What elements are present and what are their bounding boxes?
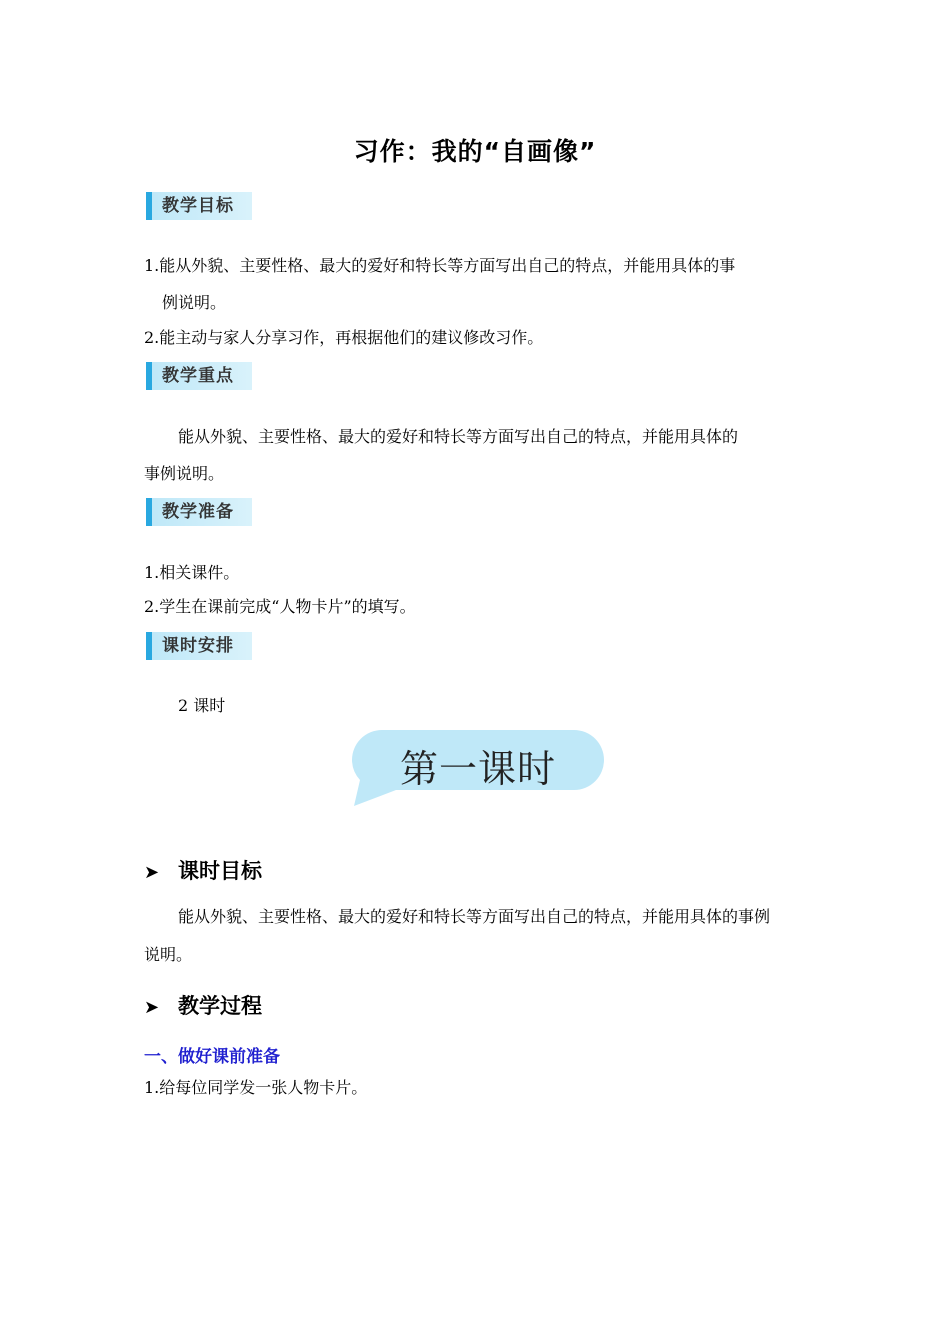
lesson-goal-heading-row [144, 855, 262, 885]
section-label-goals: 教学目标 [146, 192, 252, 220]
process-heading: 教学过程 [178, 994, 262, 1018]
goal-item-1: 1.能从外貌、主要性格、最大的爱好和特长等方面写出自己的特点，并能用具体的事 [144, 256, 736, 275]
page-title: 习作：我的“自画像” [353, 137, 597, 166]
section-label-prep: 教学准备 [146, 498, 252, 526]
section-label-focus: 教学重点 [146, 362, 252, 390]
lesson-banner-text: 第一课时 [399, 747, 556, 791]
arrowhead-bullet-icon: ➤ [144, 997, 160, 1018]
goal-item-2: 2.能主动与家人分享习作，再根据他们的建议修改习作。 [144, 328, 544, 347]
lesson-banner [352, 730, 604, 808]
step1-heading: 一、做好课前准备 [144, 1047, 280, 1067]
lesson-goal-line-1: 能从外貌、主要性格、最大的爱好和特长等方面写出自己的特点，并能用具体的事例 [178, 907, 771, 926]
goal-item-1-cont: 例说明。 [162, 293, 227, 312]
schedule-text: 2 课时 [178, 696, 226, 715]
lesson-goal-heading: 课时目标 [178, 859, 262, 883]
arrowhead-bullet-icon: ➤ [144, 862, 160, 883]
prep-item-1: 1.相关课件。 [144, 563, 240, 582]
focus-line-1: 能从外貌、主要性格、最大的爱好和特长等方面写出自己的特点，并能用具体的 [178, 427, 739, 446]
process-heading-row [144, 990, 262, 1020]
focus-line-2: 事例说明。 [144, 464, 225, 483]
prep-item-2: 2.学生在课前完成“人物卡片”的填写。 [144, 597, 416, 616]
lesson-goal-line-2: 说明。 [144, 945, 193, 964]
section-label-schedule: 课时安排 [146, 632, 252, 660]
step1-item: 1.给每位同学发一张人物卡片。 [144, 1078, 368, 1097]
